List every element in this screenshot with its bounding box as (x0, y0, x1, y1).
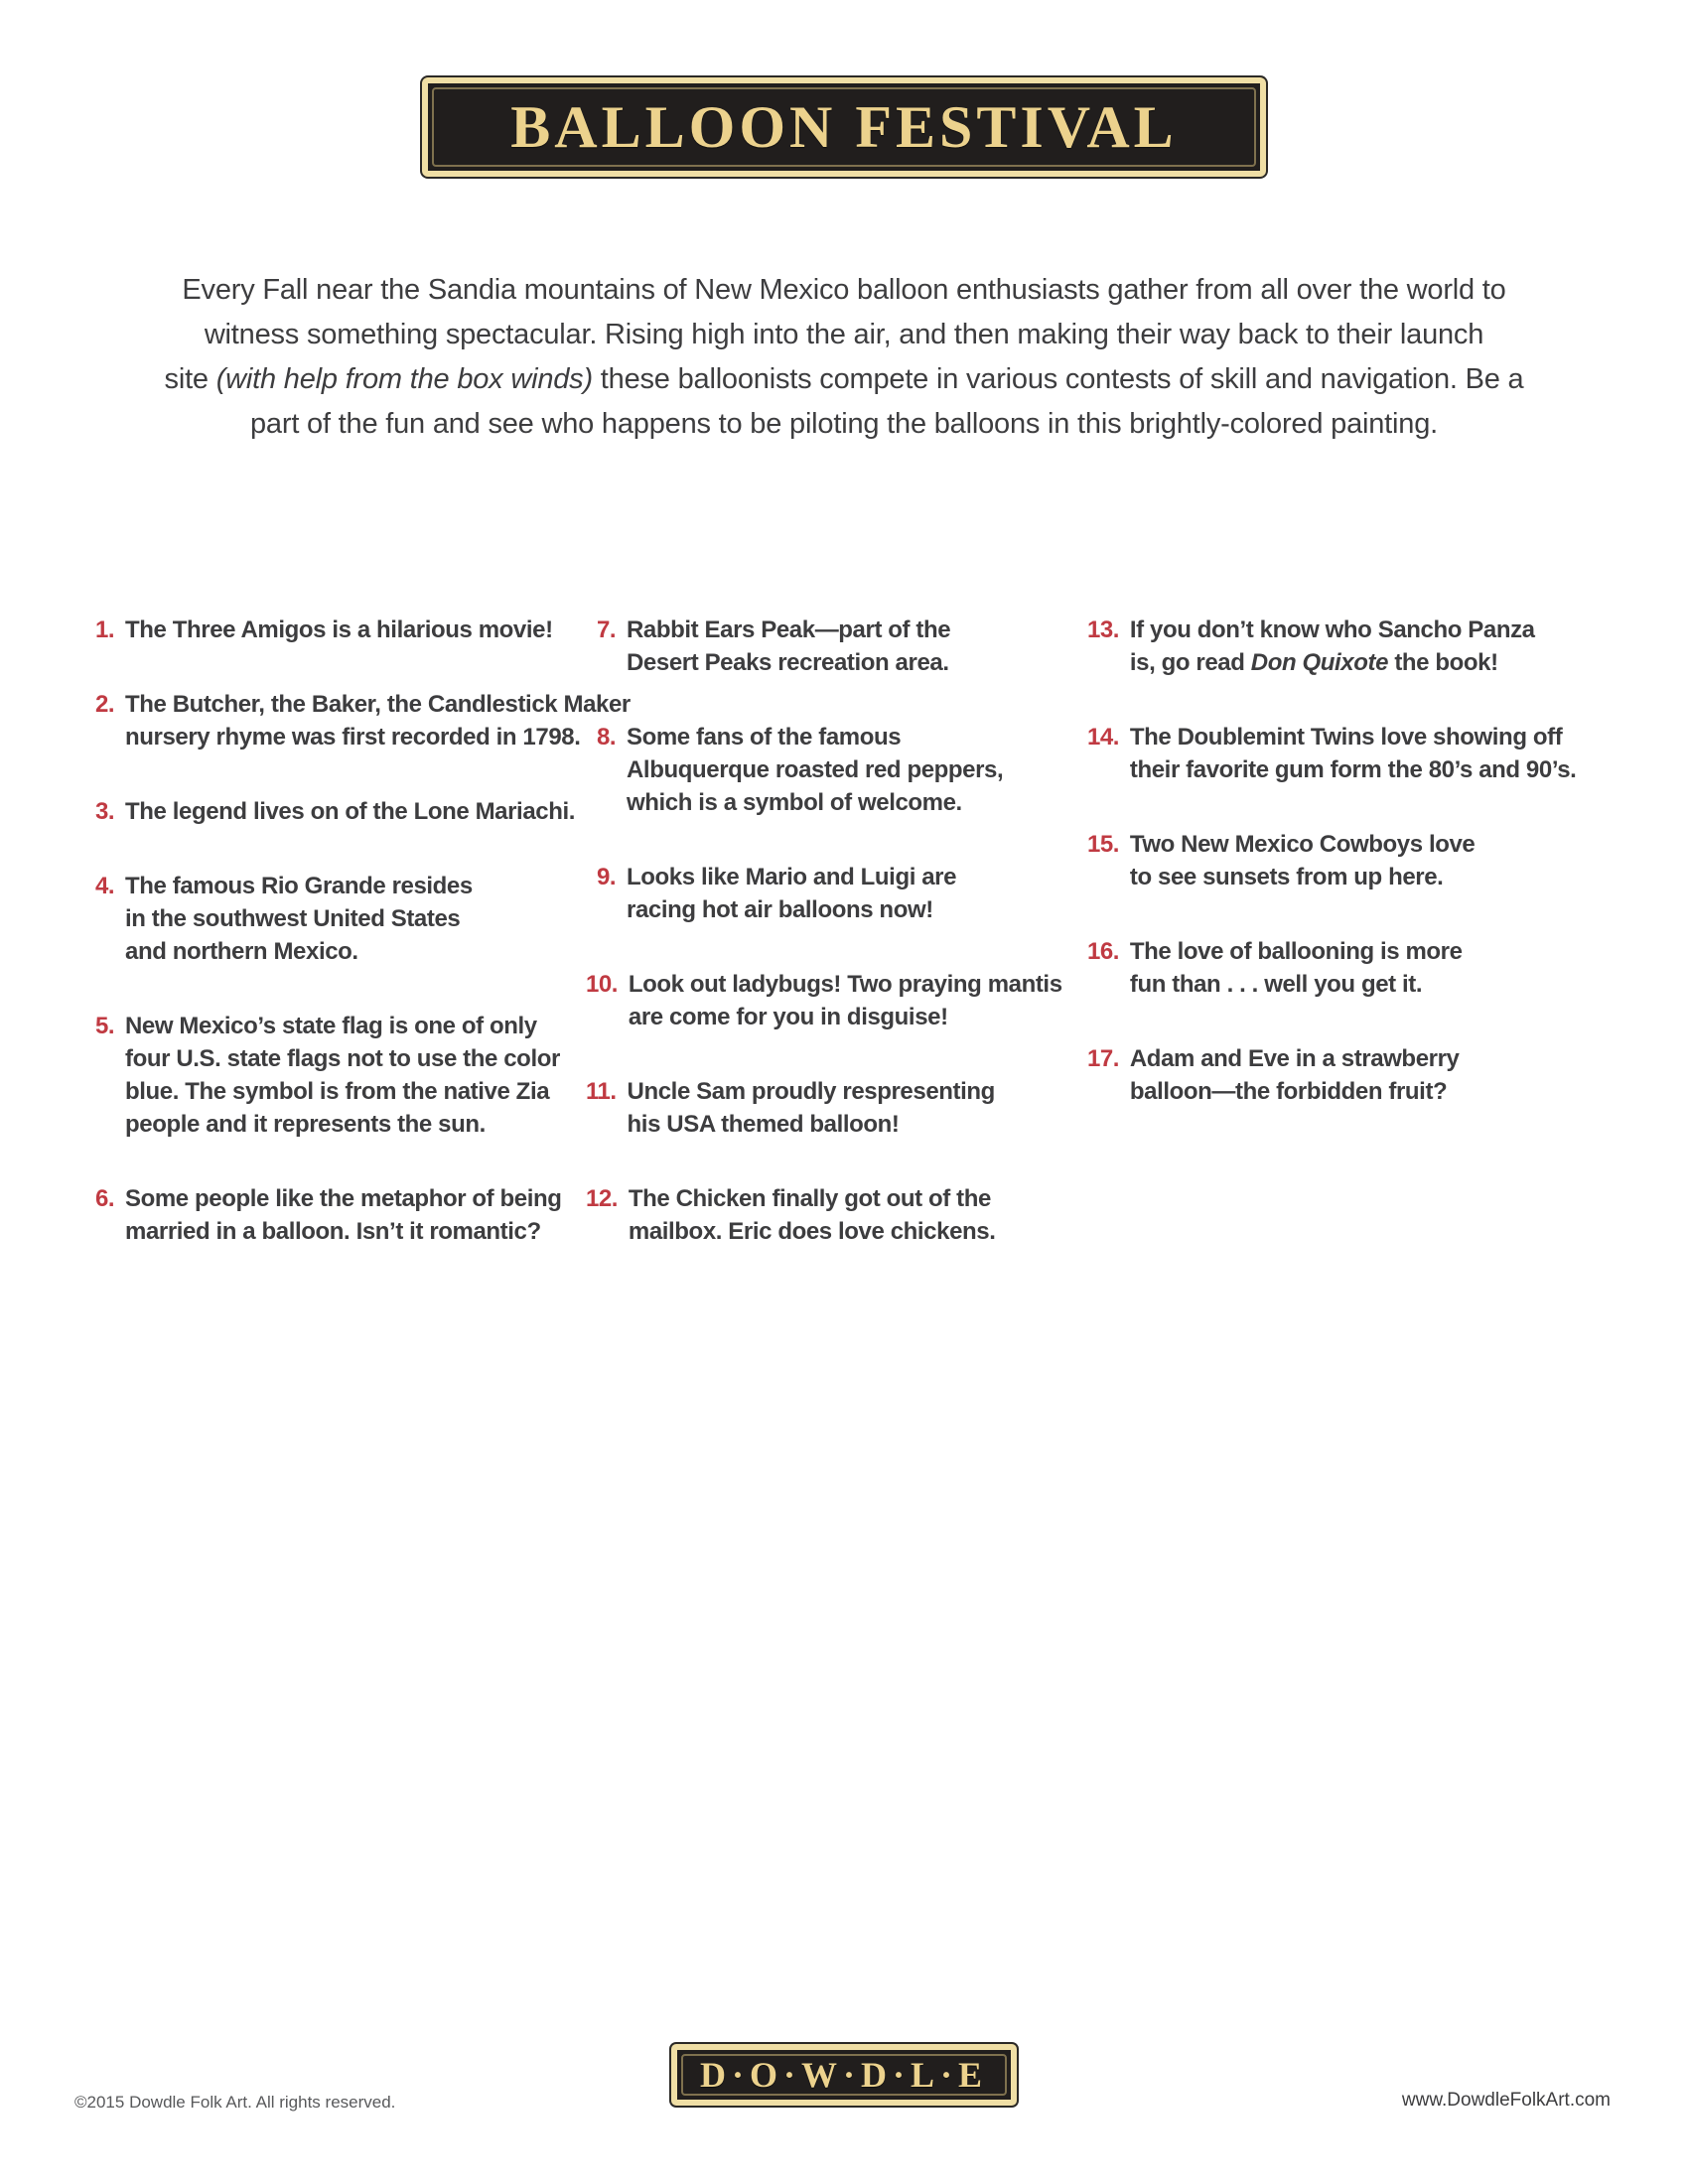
logo-left-end (653, 2053, 697, 2097)
item-number: 6. (94, 1185, 114, 1212)
item-number: 16. (1087, 938, 1119, 965)
item-text-line: The Butcher, the Baker, the Candlestick Maker (125, 691, 631, 718)
item-text-line: New Mexico’s state flag is one of only (125, 1013, 537, 1039)
intro-line: Every Fall near the Sandia mountains of New Mexico balloon enthusiasts gather from all over the world to (182, 274, 1506, 306)
item-text-line: people and it represents the sun. (125, 1111, 486, 1138)
list-item (1087, 614, 1604, 679)
item-number: 14. (1087, 724, 1119, 751)
page-title: BALLOON FESTIVAL (510, 93, 1178, 160)
item-text (125, 870, 473, 968)
item-text-line: Desert Peaks recreation area. (627, 649, 949, 676)
item-text (1130, 721, 1577, 786)
item-text-line: and northern Mexico. (125, 938, 358, 965)
item-text-line: The Chicken finally got out of the (628, 1185, 991, 1212)
item-number: 3. (94, 798, 114, 825)
intro-line: site (with help from the box winds) these balloonists compete in various contests of skill and navigation. Be a (164, 363, 1524, 395)
logo-right-end (991, 2053, 1035, 2097)
intro-paragraph (0, 268, 1688, 447)
item-text (1130, 614, 1535, 679)
item-text (629, 1182, 996, 1248)
list-item (1087, 935, 1604, 1001)
website-text: www.DowdleFolkArt.com (1401, 2090, 1611, 2111)
item-text (628, 1075, 995, 1141)
item-text (1130, 828, 1476, 893)
title-banner (422, 77, 1266, 177)
list-item (1087, 1042, 1604, 1108)
list-item (586, 861, 1087, 926)
item-text (125, 688, 631, 753)
item-text (125, 614, 553, 646)
ornament-icon (1268, 117, 1288, 137)
item-text-line: Some people like the metaphor of being (125, 1185, 562, 1212)
item-text-line: are come for you in disguise! (628, 1004, 948, 1030)
list-item (84, 614, 586, 646)
item-number: 17. (1087, 1045, 1119, 1072)
ornament-icon (660, 2069, 673, 2082)
list-item (586, 721, 1087, 819)
item-number: 7. (596, 616, 616, 643)
item-text-line: Some fans of the famous (627, 724, 902, 751)
item-text-line: The Doublemint Twins love showing off (1129, 724, 1563, 751)
item-text-line: The famous Rio Grande resides (125, 873, 473, 899)
list-item (84, 870, 586, 968)
item-text-line: If you don’t know who Sancho Panza (1129, 616, 1535, 643)
item-text-line: which is a symbol of welcome. (627, 789, 962, 816)
list-item (84, 688, 631, 753)
item-text (125, 1010, 560, 1141)
item-text-line: Adam and Eve in a strawberry (1129, 1045, 1460, 1072)
item-text (1130, 1042, 1460, 1108)
ornament-icon (1015, 2069, 1028, 2082)
list-item (586, 968, 1087, 1033)
item-text-line: The Three Amigos is a hilarious movie! (125, 616, 553, 643)
list-item (84, 1182, 586, 1248)
copyright-text: ©2015 Dowdle Folk Art. All rights reserved. (74, 2093, 396, 2112)
item-text-line: fun than . . . well you get it. (1129, 971, 1423, 998)
list-item (586, 1075, 1087, 1141)
list-item (1087, 721, 1604, 786)
item-text-line: Rabbit Ears Peak—part of the (627, 616, 951, 643)
item-number: 9. (596, 864, 616, 890)
list-item (84, 1010, 586, 1141)
item-text (125, 1182, 562, 1248)
intro-line: part of the fun and see who happens to be piloting the balloons in this brightly-colored painting. (250, 408, 1438, 440)
list-item (586, 1182, 1087, 1248)
item-text-line: his USA themed balloon! (627, 1111, 900, 1138)
banner-right-end (1228, 93, 1296, 161)
item-number: 8. (596, 724, 616, 751)
item-number: 10. (586, 971, 618, 998)
intro-line: witness something spectacular. Rising high into the air, and then making their way back to their launch (204, 319, 1484, 350)
list-item (586, 614, 1087, 679)
item-text-line: Look out ladybugs! Two praying mantis (628, 971, 1062, 998)
dowdle-logo-text: D·O·W·D·L·E (699, 2055, 989, 2095)
item-text-line: balloon—the forbidden fruit? (1129, 1078, 1448, 1105)
item-number: 15. (1087, 831, 1119, 858)
dowdle-logo (671, 2044, 1017, 2106)
item-text (627, 861, 956, 926)
item-text-line: to see sunsets from up here. (1129, 864, 1444, 890)
list-column-3 (1087, 614, 1604, 1290)
item-text-line: racing hot air balloons now! (627, 896, 933, 923)
item-number: 5. (94, 1013, 114, 1039)
item-text-line: Looks like Mario and Luigi are (627, 864, 957, 890)
item-text-line: Albuquerque roasted red peppers, (627, 756, 1004, 783)
item-text (627, 614, 950, 679)
item-text-line: in the southwest United States (125, 905, 461, 932)
item-text-line: married in a balloon. Isn’t it romantic? (125, 1218, 541, 1245)
item-text-line: The legend lives on of the Lone Mariachi. (125, 798, 576, 825)
item-number: 2. (94, 691, 114, 718)
item-text-line: nursery rhyme was first recorded in 1798. (125, 724, 581, 751)
list-item (84, 795, 586, 828)
item-text (629, 968, 1062, 1033)
list-item (1087, 828, 1604, 893)
item-text-line: mailbox. Eric does love chickens. (628, 1218, 996, 1245)
item-text-line: blue. The symbol is from the native Zia (125, 1078, 550, 1105)
list-column-2 (586, 614, 1087, 1290)
item-text (627, 721, 1003, 819)
item-text-line: The love of ballooning is more (1129, 938, 1463, 965)
item-number: 4. (94, 873, 114, 899)
item-number: 12. (586, 1185, 618, 1212)
item-text (125, 795, 575, 828)
banner-left-end (392, 93, 460, 161)
ornament-icon (400, 117, 420, 137)
clue-list (84, 614, 1604, 1290)
item-text-line: Two New Mexico Cowboys love (1129, 831, 1476, 858)
item-number: 11. (586, 1078, 617, 1105)
item-number: 13. (1087, 616, 1119, 643)
item-text-line: four U.S. state flags not to use the color (125, 1045, 560, 1072)
item-text-line: Uncle Sam proudly respresenting (627, 1078, 995, 1105)
item-number: 1. (94, 616, 114, 643)
item-text-line: their favorite gum form the 80’s and 90’s. (1129, 756, 1577, 783)
item-text-line: is, go read Don Quixote the book! (1129, 649, 1498, 676)
item-text (1130, 935, 1463, 1001)
